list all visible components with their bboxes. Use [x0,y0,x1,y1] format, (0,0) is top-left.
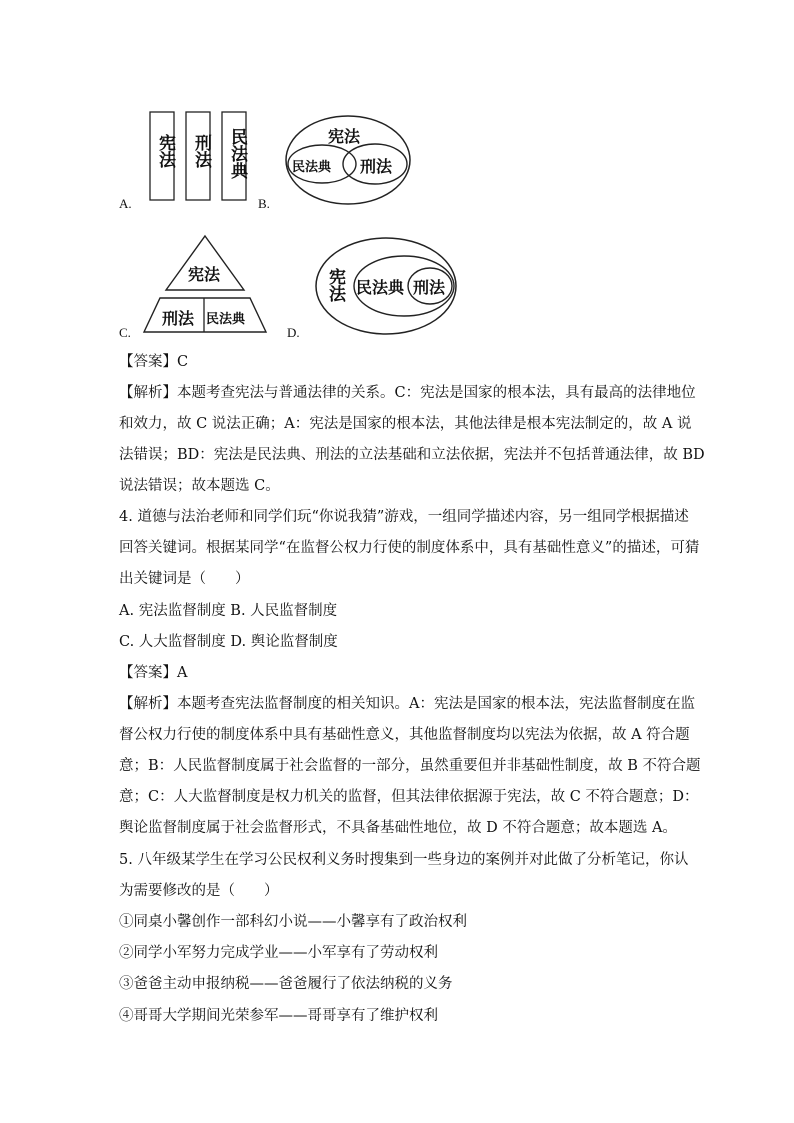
q4-analysis-line4: 意；C：人大监督制度是权力机关的监督，但其法律依据源于宪法，故 C 不符合题意；D： [119,789,699,805]
diagram-b [284,112,414,208]
q4-stem-line1: 4. 道德与法治老师和同学们玩“你说我猜”游戏，一组同学描述内容，另一组同学根据描述 [119,509,689,525]
diagram-a-box1-label: 宪法 [155,134,175,168]
option-c-letter: C. [119,325,131,340]
q3-analysis-line2: 和效力，故 C 说法正确；A：宪法是国家的根本法，其他法律是根本宪法制定的，故 A 说 [119,416,692,432]
q4-stem-line2: 回答关键词。根据某同学“在监督公权力行使的制度体系中，具有基础性意义”的描述，可猜 [119,540,700,556]
q3-analysis-line1: 【解析】本题考查宪法与普通法律的关系。C：宪法是国家的根本法，具有最高的法律地位 [119,385,696,401]
q5-item-3: ③爸爸主动申报纳税——爸爸履行了依法纳税的义务 [119,976,453,992]
q4-stem-line3: 出关键词是（ ） [119,571,250,587]
diagram-d-middle-label: 民法典 [356,278,405,297]
q5-item-4: ④哥哥大学期间光荣参军——哥哥享有了维护权利 [119,1008,438,1024]
diagram-c-bottom-left-label: 刑法 [162,309,195,328]
diagram-a [118,104,253,216]
q4-analysis-line1: 【解析】本题考查宪法监督制度的相关知识。A：宪法是国家的根本法，宪法监督制度在监 [119,696,695,712]
q4-analysis-line3: 意；B：人民监督制度属于社会监督的一部分，虽然重要但并非基础性制度，故 B 不符合题 [119,758,701,774]
q4-analysis-line2: 督公权力行使的制度体系中具有基础性意义，其他监督制度均以宪法为依据，故 A 符合题 [119,727,690,743]
diagram-d-inner-label: 刑法 [413,278,446,297]
diagram-c-bottom-right-label: 民法典 [206,312,246,327]
diagram-b-outer-label: 宪法 [328,127,361,146]
option-b-letter: B. [258,196,270,211]
q3-analysis-line3: 法错误；BD：宪法是民法典、刑法的立法基础和立法依据，宪法并不包括普通法律，故 BD [119,447,705,463]
option-d-letter: D. [287,325,300,340]
diagram-a-box2-label: 刑法 [191,134,211,168]
q3-answer: 【答案】C [119,354,189,370]
q4-options-row1: A. 宪法监督制度 B. 人民监督制度 [119,603,338,619]
diagram-a-box3-label: 民法典 [227,128,247,179]
diagram-d [314,236,460,338]
q5-item-2: ②同学小军努力完成学业——小军享有了劳动权利 [119,945,438,961]
diagram-c-top-label: 宪法 [188,265,221,284]
q4-answer: 【答案】A [119,665,188,681]
q5-stem-line2: 为需要修改的是（ ） [119,883,279,899]
diagram-d-outer-label: 宪法 [325,268,345,302]
option-a-letter: A. [119,196,132,211]
q3-analysis-line4: 说法错误；故本题选 C。 [119,478,280,494]
diagram-c [140,234,270,336]
q4-analysis-line5: 舆论监督制度属于社会监督形式，不具备基础性地位，故 D 不符合题意；故本题选 A。 [119,820,677,836]
diagram-b-right-label: 刑法 [360,157,393,176]
diagram-c-graphic [140,234,270,336]
diagram-b-left-label: 民法典 [292,160,332,175]
q5-stem-line1: 5. 八年级某学生在学习公民权利义务时搜集到一些身边的案例并对此做了分析笔记，你认 [119,852,689,868]
q5-item-1: ①同桌小馨创作一部科幻小说——小馨享有了政治权利 [119,914,467,930]
q4-options-row2: C. 人大监督制度 D. 舆论监督制度 [119,634,338,650]
